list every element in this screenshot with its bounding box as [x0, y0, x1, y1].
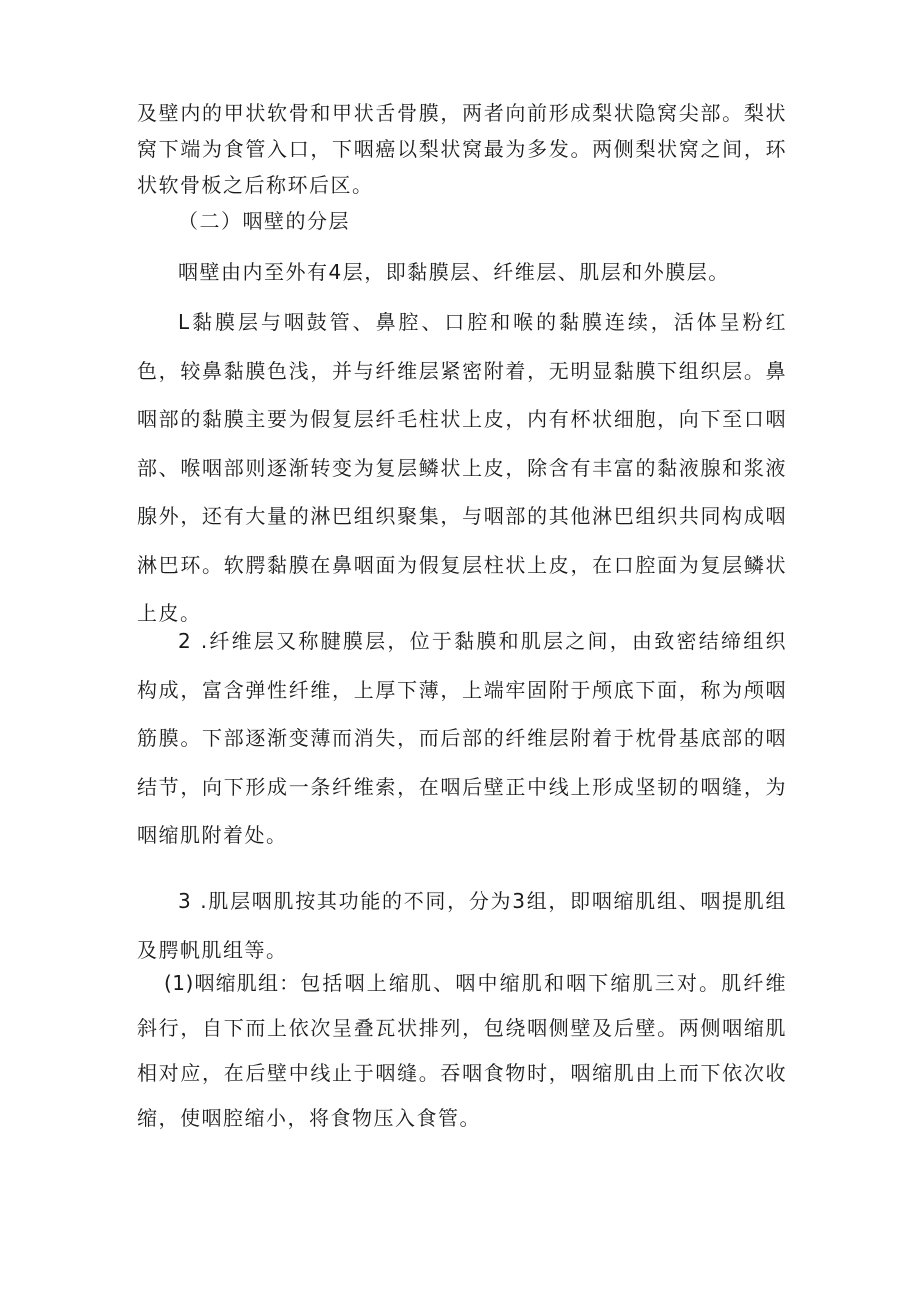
summary-paragraph: 咽壁由内至外有4层，即黏膜层、纤维层、肌层和外膜层。	[178, 260, 730, 284]
fibrous-paragraph: 2 .纤维层又称腱膜层，位于黏膜和肌层之间，由致密结缔组织构成，富含弹性纤维，上厚下薄，上端牢固附于颅底下面，称为颅咽筋膜。下部逐渐变薄而消失，而后部的纤维层附着于枕骨基底部的咽结节，向下形成一条纤维索，在咽后壁正中线上形成坚韧的咽缝，为咽缩肌附着处。	[137, 629, 787, 847]
constrictor-paragraph	[137, 961, 787, 1141]
intro-paragraph: 及壁内的甲状软骨和甲状舌骨膜，两者向前形成梨状隐窝尖部。梨状窝下端为食管入口，下咽癌以梨状窝最为多发。两侧梨状窝之间，环状软骨板之后称环后区。	[137, 101, 787, 197]
section-heading: （二）咽壁的分层	[178, 209, 350, 233]
constrictor-lead: (1)咽缩肌组：	[164, 971, 301, 995]
muscle-paragraph: 3 .肌层咽肌按其功能的不同，分为3组，即咽缩肌组、咽提肌组及腭帆肌组等。	[137, 889, 787, 962]
constrictor-body: 包括咽上缩肌、咽中缩肌和咽下缩肌三对。肌纤维斜行，自下而上依次呈叠瓦状排列，包绕咽侧壁及后壁。两侧咽缩肌相对应，在后壁中线止于咽缝。吞咽食物时，咽缩肌由上而下依次收缩，使咽腔缩小，将食物压入食管。	[137, 971, 787, 1130]
mucosa-paragraph: L黏膜层与咽鼓管、鼻腔、口腔和喉的黏膜连续，活体呈粉红色，较鼻黏膜色浅，并与纤维层紧密附着，无明显黏膜下组织层。鼻咽部的黏膜主要为假复层纤毛柱状上皮，内有杯状细胞，向下至口咽部、喉咽部则逐渐转变为复层鳞状上皮，除含有丰富的黏液腺和浆液腺外，还有大量的淋巴组织聚集，与咽部的其他淋巴组织共同构成咽淋巴环。软腭黏膜在鼻咽面为假复层柱状上皮，在口腔面为复层鳞状上皮。	[137, 310, 787, 625]
